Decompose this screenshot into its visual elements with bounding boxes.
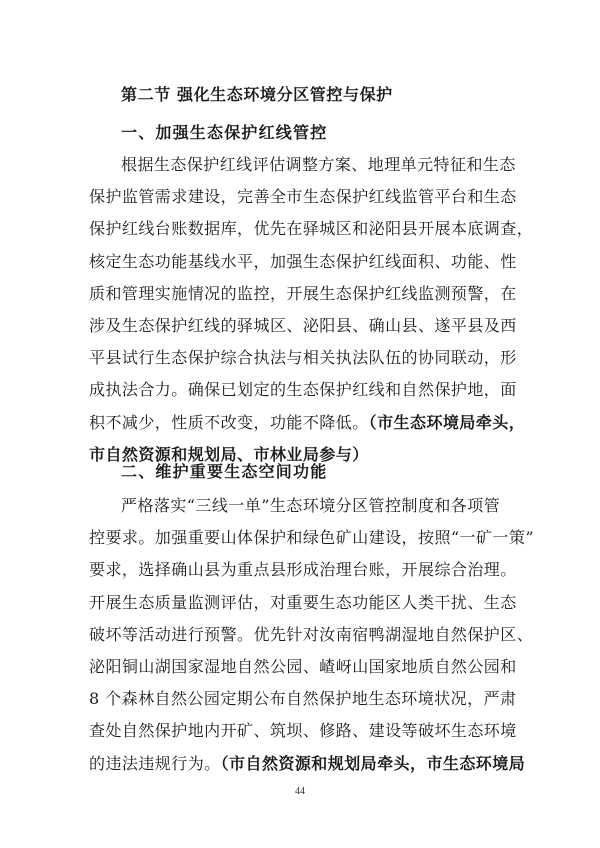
paragraph-line (89, 407, 526, 439)
paragraph-line: 平县试行生态保护综合执法与相关执法队伍的协同联动，形 (89, 348, 517, 368)
paragraph-text: 积不减少，性质不改变，功能不降低。 (89, 412, 369, 432)
paragraph-line: 查处自然保护地内开矿、筑坝、修路、建设等破坏生态环境 (89, 721, 517, 741)
paragraph-line (89, 748, 526, 780)
paragraph-line: 保护红线台账数据库，优先在驿城区和泌阳县开展本底调查， (89, 219, 534, 239)
paragraph-line: 要求，选择确山县为重点县形成治理台账，开展综合治理。 (89, 560, 517, 580)
paragraph-line: 严格落实“三线一单”生态环境分区管控制度和各项管 (121, 496, 501, 515)
section-title: 第二节 强化生态环境分区管控与保护 (121, 85, 393, 104)
responsible-agency-note: （市生态环境局牵头， (368, 412, 526, 432)
subheading-1: 一、加强生态保护红线管控 (121, 123, 328, 142)
responsible-agency-note: 市自然资源和规划局、市林业局参与） (89, 444, 369, 464)
paragraph-line: 开展生态质量监测评估，对重要生态功能区人类干扰、生态 (89, 592, 517, 612)
paragraph-line: 质和管理实施情况的监控，开展生态保护红线监测预警，在 (89, 283, 517, 303)
paragraph-text: 的违法违规行为。 (89, 753, 221, 773)
paragraph-line: 泌阳铜山湖国家湿地自然公园、嵖岈山国家地质自然公园和 (89, 656, 517, 676)
page-number: 44 (295, 786, 305, 797)
subheading-2: 二、维护重要生态空间功能 (121, 462, 328, 481)
paragraph-2 (89, 490, 534, 780)
paragraph-line: 根据生态保护红线评估调整方案、地理单元特征和生态 (121, 155, 516, 174)
responsible-agency-note: （市自然资源和规划局牵头，市生态环境局 (220, 753, 526, 773)
paragraph-line: 涉及生态保护红线的驿城区、泌阳县、确山县、遂平县及西 (89, 315, 517, 335)
paragraph-line: 核定生态功能基线水平，加强生态保护红线面积、功能、性 (89, 251, 517, 271)
paragraph-line: 成执法合力。确保已划定的生态保护红线和自然保护地，面 (89, 380, 517, 400)
paragraph-line: 破坏等活动进行预警。优先针对汝南宿鸭湖湿地自然保护区、 (89, 624, 534, 644)
paragraph-line: 控要求。加强重要山体保护和绿色矿山建设，按照“一矿一策” (89, 528, 534, 548)
paragraph-line: 保护监管需求建设，完善全市生态保护红线监管平台和生态 (89, 187, 517, 207)
paragraph-1 (89, 149, 534, 471)
paragraph-line: 8 个森林自然公园定期公布自然保护地生态环境状况，严肃 (89, 689, 517, 709)
